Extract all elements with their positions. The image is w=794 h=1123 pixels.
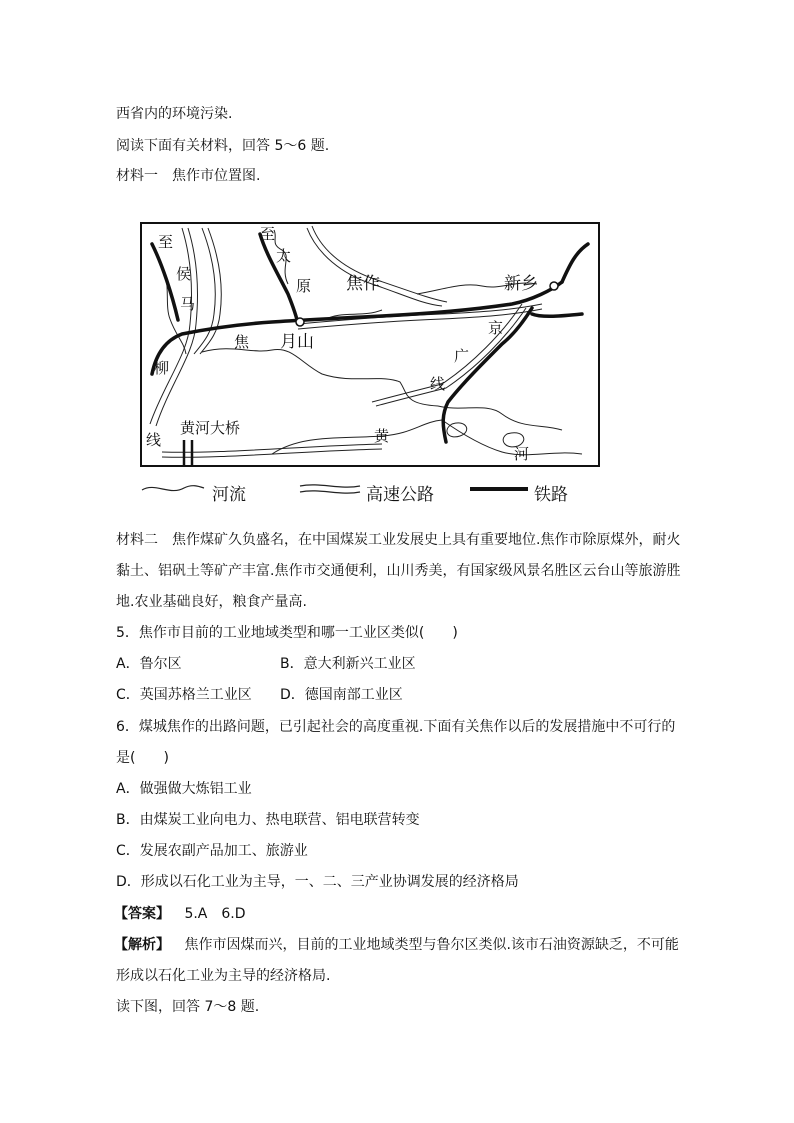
- map-label: 广: [454, 347, 470, 365]
- q5-option-b: B．意大利新兴工业区: [280, 656, 416, 672]
- map-label-bridge: 黄河大桥: [180, 419, 241, 437]
- question-6: 6．煤城焦作的出路问题，已引起社会的高度重视.下面有关焦作以后的发展措施中不可行的: [116, 719, 676, 735]
- q6-option-a: A．做强做大炼铝工业: [116, 781, 252, 797]
- q6-option-d: D．形成以石化工业为主导，一、二、三产业协调发展的经济格局: [116, 874, 519, 890]
- answer-line: [114, 904, 246, 924]
- text-line: 西省内的环境污染.: [116, 106, 233, 122]
- location-map: [140, 222, 600, 467]
- q5-option-a: A．鲁尔区: [116, 656, 182, 672]
- text-line: 读下图，回答 7～8 题.: [116, 999, 260, 1015]
- map-label: 至: [260, 225, 276, 243]
- map-label: 太: [276, 247, 292, 265]
- map-legend: [140, 478, 600, 504]
- map-label: 原: [296, 277, 312, 295]
- map-label: 河: [514, 445, 530, 463]
- question-5: 5．焦作市目前的工业地域类型和哪一工业区类似( ): [116, 625, 458, 641]
- legend-railway-label: 铁路: [534, 485, 568, 505]
- map-label: 线: [430, 375, 446, 393]
- explanation-tag: 【解析】: [114, 937, 170, 953]
- q6-option-c: C．发展农副产品加工、旅游业: [116, 843, 308, 859]
- map-label: 黄: [374, 427, 390, 445]
- map-label: 京: [488, 319, 504, 337]
- map-label: 至: [158, 233, 174, 251]
- q5-option-c: C．英国苏格兰工业区: [116, 687, 252, 703]
- river-symbol-icon: [142, 486, 204, 491]
- text-line: 材料二 焦作煤矿久负盛名，在中国煤炭工业发展史上具有重要地位.焦作市除原煤外，耐火: [116, 532, 681, 548]
- highway-symbol-icon: [300, 485, 360, 487]
- map-label: 马: [180, 295, 196, 313]
- legend-highway-label: 高速公路: [366, 485, 434, 505]
- map-label: 焦: [234, 333, 250, 351]
- text-line: 形成以石化工业为主导的经济格局.: [116, 968, 331, 984]
- map-label-city-xinxiang: 新乡: [504, 274, 538, 294]
- map-label-city-jiaozuo: 焦作: [346, 274, 380, 294]
- text-line: 阅读下面有关材料，回答 5～6 题.: [116, 138, 330, 154]
- text-line: 黏土、铝矾土等矿产丰富.焦作市交通便利，山川秀美，有国家级风景名胜区云台山等旅游胜: [116, 563, 681, 579]
- map-label: 柳: [154, 359, 170, 377]
- text-line: 地.农业基础良好，粮食产量高.: [116, 594, 307, 610]
- explanation-text: 焦作市因煤而兴，目前的工业地域类型与鲁尔区类似.该市石油资源缺乏，不可能: [184, 937, 679, 953]
- text-line: 是( ): [116, 750, 169, 766]
- answer-text: 5.A 6.D: [184, 906, 246, 922]
- map-label: 侯: [176, 265, 192, 283]
- legend-river-label: 河流: [212, 485, 246, 505]
- q6-option-b: B．由煤炭工业向电力、热电联营、铝电联营转变: [116, 812, 420, 828]
- explanation-line: [114, 935, 679, 955]
- map-label: 线: [146, 431, 162, 449]
- answer-tag: 【答案】: [114, 906, 170, 922]
- text-line: 材料一 焦作市位置图.: [116, 168, 261, 184]
- q5-option-d: D．德国南部工业区: [280, 687, 403, 703]
- map-label-yueshan: 月山: [280, 332, 314, 352]
